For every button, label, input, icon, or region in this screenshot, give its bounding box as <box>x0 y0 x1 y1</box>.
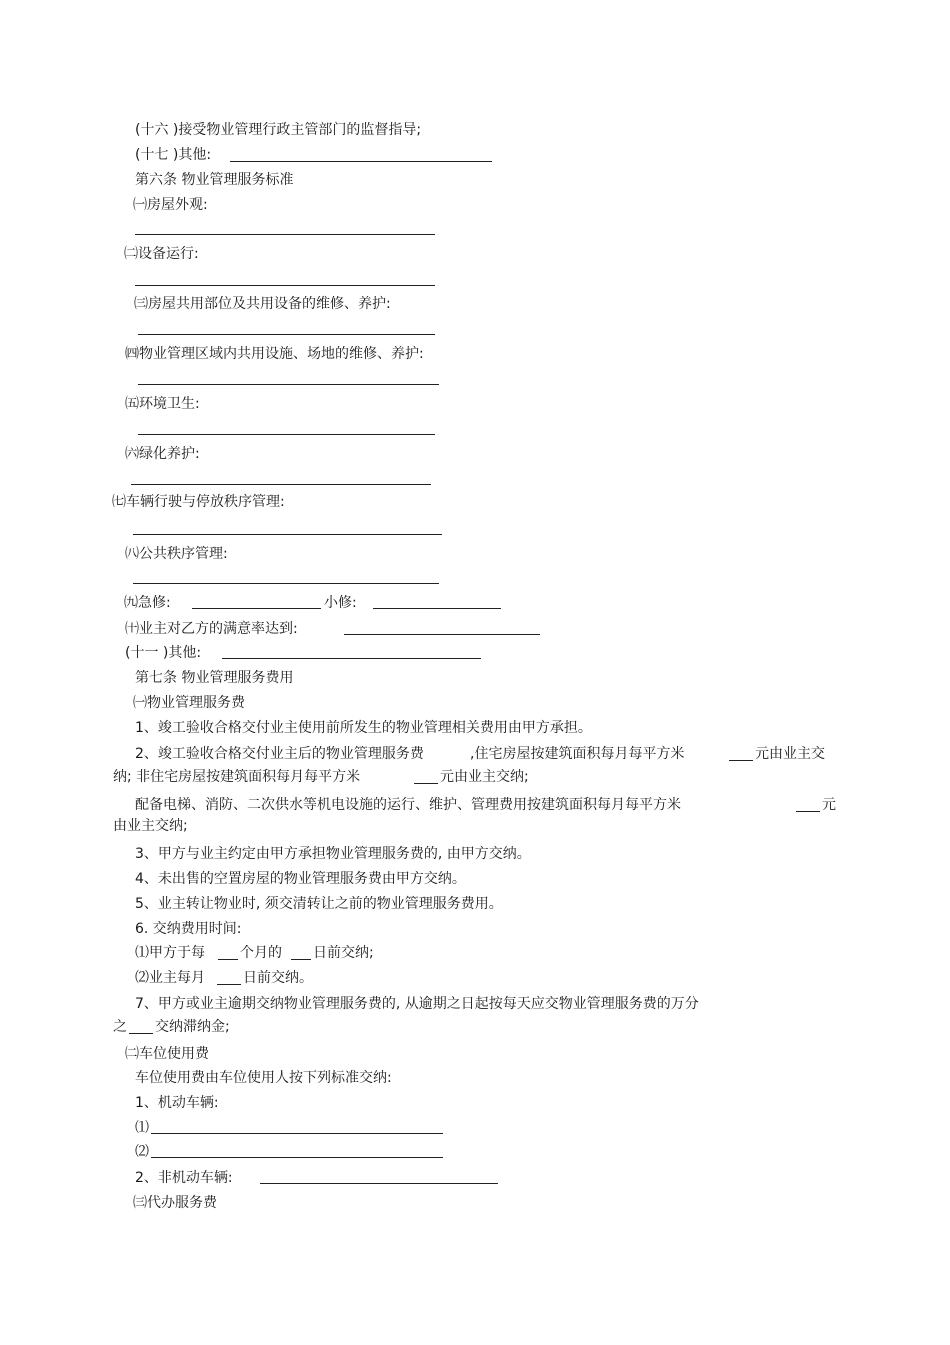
fee-item-2-part-e: 元由业主交纳; <box>440 769 529 785</box>
clause-17-blank[interactable] <box>230 161 492 162</box>
fee-item-2-part-c: 元由业主交 <box>755 746 825 762</box>
payment-developer-part-c: 日前交纳; <box>313 945 374 961</box>
late-fee-rate-blank[interactable] <box>129 1033 153 1034</box>
equipment-rate-blank[interactable] <box>796 811 820 812</box>
minor-repair-blank[interactable] <box>373 608 501 609</box>
parking-intro: 车位使用费由车位使用人按下列标准交纳: <box>135 1070 392 1086</box>
parking-non-motor-blank[interactable] <box>260 1183 498 1184</box>
satisfaction-blank[interactable] <box>344 634 540 635</box>
fee-item-1: 1、竣工验收合格交付业主使用前所发生的物业管理相关费用由甲方承担。 <box>135 720 592 736</box>
fee-item-3: 3、甲方与业主约定由甲方承担物业管理服务费的, 由甲方交纳。 <box>135 846 531 862</box>
parking-motor-vehicles: 1、机动车辆: <box>135 1095 219 1111</box>
fee-section-3-heading: ㈢代办服务费 <box>133 1195 217 1211</box>
fee-item-2-part-d: 纳; 非住宅房屋按建筑面积每月每平方米 <box>113 769 361 785</box>
fee-item-6: 6. 交纳费用时间: <box>135 921 242 937</box>
urgent-repair-blank[interactable] <box>192 608 321 609</box>
payment-owner-part-b: 日前交纳。 <box>243 970 313 986</box>
standard-sanitation-blank[interactable] <box>138 434 435 435</box>
payment-developer-part-a: ⑴甲方于每 <box>135 945 205 961</box>
parking-non-motor-label: 2、非机动车辆: <box>135 1170 233 1186</box>
fee-item-2-part-a: 2、竣工验收合格交付业主后的物业管理服务费 <box>135 746 424 762</box>
standard-maintenance-label: ㈢房屋共用部位及共用设备的维修、养护: <box>134 296 391 312</box>
standard-sanitation-label: ㈤环境卫生: <box>125 396 200 412</box>
standard-other-label: (十一 )其他: <box>125 645 202 661</box>
parking-motor-item-1: ⑴ <box>135 1120 149 1136</box>
standard-exterior-label: ㈠房屋外观: <box>133 197 208 213</box>
clause-16: (十六 )接受物业管理行政主管部门的监督指导; <box>135 122 422 138</box>
clause-17-label: (十七 )其他: <box>135 147 212 163</box>
standard-order-blank[interactable] <box>133 583 439 584</box>
payment-owner-part-a: ⑵业主每月 <box>135 970 205 986</box>
standard-exterior-blank[interactable] <box>135 234 435 235</box>
fee-section-2-heading: ㈡车位使用费 <box>125 1046 209 1062</box>
fee-item-7-part-c: 交纳滞纳金; <box>155 1019 230 1035</box>
fee-item-7-part-b: 之 <box>113 1019 127 1035</box>
satisfaction-label: ㈩业主对乙方的满意率达到: <box>125 621 298 637</box>
standard-facilities-blank[interactable] <box>138 384 439 385</box>
fee-item-7-part-a: 7、甲方或业主逾期交纳物业管理服务费的, 从逾期之日起按每天应交物业管理服务费的万分 <box>135 996 699 1012</box>
payment-developer-part-b: 个月的 <box>240 945 282 961</box>
fee-item-2-part-h: 由业主交纳; <box>113 818 188 834</box>
urgent-repair-label: ㈨急修: <box>124 595 171 611</box>
standard-equipment-label: ㈡设备运行: <box>124 246 199 262</box>
parking-motor-item-1-blank[interactable] <box>151 1133 443 1134</box>
article-6-title: 第六条 物业管理服务标准 <box>135 172 294 188</box>
payment-owner-day-blank[interactable] <box>217 984 241 985</box>
standard-facilities-label: ㈣物业管理区域内共用设施、场地的维修、养护: <box>125 346 424 362</box>
fee-item-2-part-b: ,住宅房屋按建筑面积每月每平方米 <box>470 746 685 762</box>
standard-vehicles-blank[interactable] <box>133 534 442 535</box>
standard-vehicles-label: ㈦车辆行驶与停放秩序管理: <box>112 494 285 510</box>
fee-item-4: 4、未出售的空置房屋的物业管理服务费由甲方交纳。 <box>135 871 466 887</box>
standard-maintenance-blank[interactable] <box>138 334 435 335</box>
payment-developer-months-blank[interactable] <box>218 959 238 960</box>
parking-motor-item-2-blank[interactable] <box>151 1157 443 1158</box>
non-residential-rate-blank[interactable] <box>414 783 438 784</box>
residential-rate-blank[interactable] <box>729 760 753 761</box>
minor-repair-label: 小修: <box>324 595 357 611</box>
standard-other-blank[interactable] <box>222 658 481 659</box>
parking-motor-item-2: ⑵ <box>135 1144 149 1160</box>
standard-greening-label: ㈥绿化养护: <box>125 446 200 462</box>
standard-order-label: ㈧公共秩序管理: <box>125 546 228 562</box>
fee-item-2-part-f: 配备电梯、消防、二次供水等机电设施的运行、维护、管理费用按建筑面积每月每平方米 <box>135 797 681 813</box>
standard-greening-blank[interactable] <box>131 484 431 485</box>
article-7-title: 第七条 物业管理服务费用 <box>135 670 294 686</box>
fee-item-5: 5、业主转让物业时, 须交清转让之前的物业管理服务费用。 <box>135 896 503 912</box>
fee-item-2-part-g: 元 <box>822 797 836 813</box>
fee-section-1-heading: ㈠物业管理服务费 <box>133 695 245 711</box>
payment-developer-day-blank[interactable] <box>291 959 311 960</box>
standard-equipment-blank[interactable] <box>135 285 435 286</box>
